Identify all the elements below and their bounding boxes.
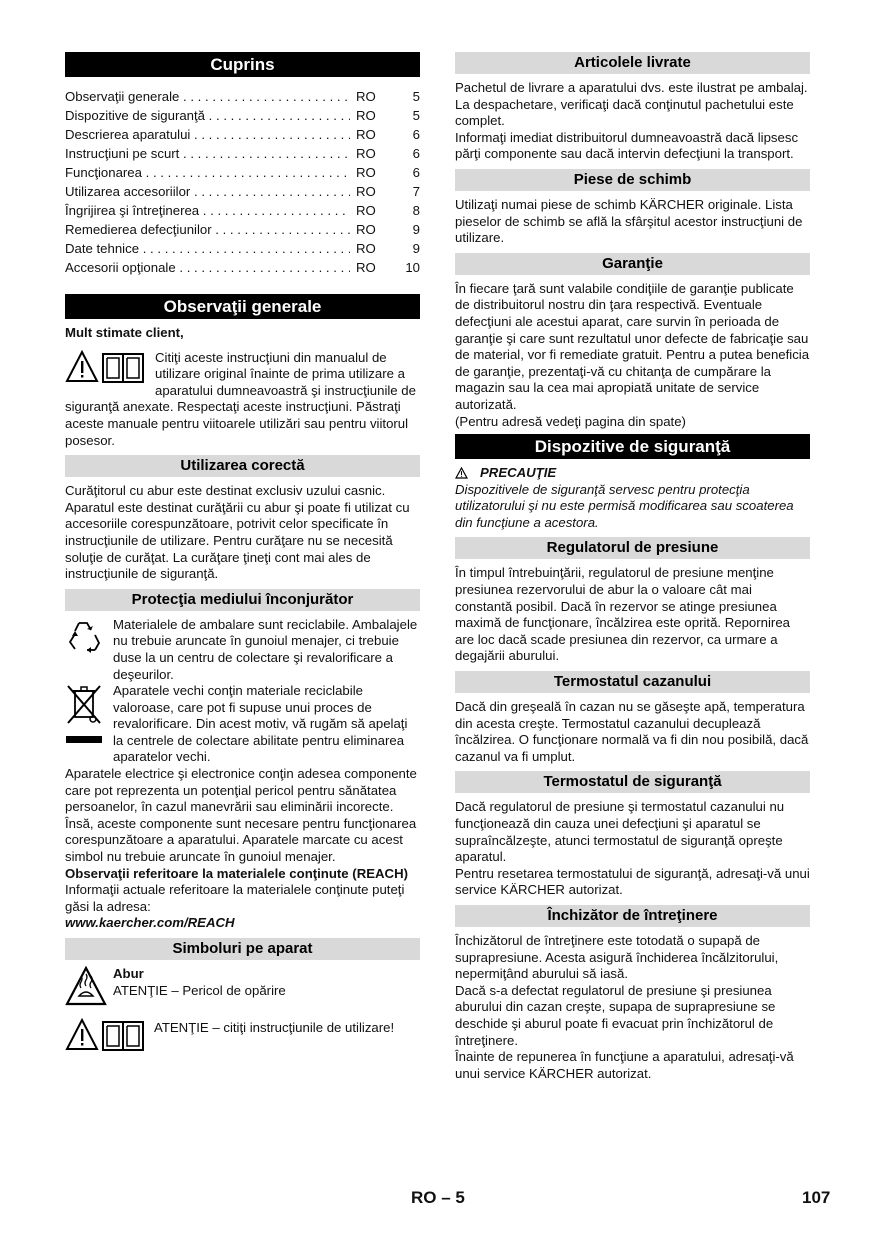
- toc-lang: RO: [356, 260, 376, 275]
- toc-row[interactable]: [65, 144, 420, 163]
- intro-text: Citiţi aceste instrucţiuni din manualul de utilizare original înainte de prima utilizare a aparatului dumneavoastră şi instrucţiunile de siguranţă anexate. Respectaţi aceste instrucţiuni. Păstraţi aceste manuale pentru viitoarele utilizări sau pentru viitorul posesor.: [65, 349, 416, 448]
- cap-heading: Închizător de întreţinere: [455, 905, 810, 927]
- cap-text-1: Închizătorul de întreţinere este totodată o supapă de suprapresiune. Acesta asigură închiderea încălzitorului, nepermiţând aburului să iasă.: [455, 932, 779, 982]
- toc-title: Funcţionarea . . .: [65, 163, 350, 182]
- caution-icon: [455, 467, 468, 479]
- left-column: [65, 52, 420, 1054]
- warranty-heading: Garanţie: [455, 253, 810, 275]
- toc-lang: RO: [356, 222, 376, 237]
- safety-thermostat-text-1: Dacă regulatorul de presiune şi termostatul cazanului nu funcţionează din cauza unei defecţiuni şi aparatul se supraîncălzeşte, atunci termostatul de siguranţă opreşte aparatul.: [455, 799, 785, 865]
- boiler-thermostat-heading: Termostatul cazanului: [455, 671, 810, 693]
- caution-text: Dispozitivele de siguranţă servesc pentru protecţia utilizatorului şi nu este permisă modificarea sau scoaterea din funcţiune a acestora.: [455, 481, 794, 530]
- toc-page: 10: [405, 260, 420, 275]
- hot-steam-warning-icon: [65, 966, 107, 1006]
- safety-heading: Dispozitive de siguranţă: [455, 434, 810, 459]
- toc-lang: RO: [356, 241, 376, 256]
- toc-row[interactable]: [65, 239, 420, 258]
- toc-page: 7: [412, 184, 420, 199]
- toc-page: 9: [412, 222, 420, 237]
- toc-page: 8: [412, 203, 420, 218]
- toc-title: Observaţii generale . . .: [65, 87, 350, 106]
- steam-symbol-block: [65, 966, 420, 1012]
- spare-parts-heading: Piese de schimb: [455, 169, 810, 191]
- reach-heading: Observaţii referitoare la materialele conţinute (REACH): [65, 865, 408, 881]
- toc-title: Date tehnice . . .: [65, 239, 350, 258]
- electronics-text: Aparatele electrice şi electronice conţin adesea componente care pot reprezenta un potenţial pericol pentru sănătatea persoanelor, în cazul manevrării sau eliminării incorecte. Însă, aceste componente sunt necesare pentru funcţionarea corespunzătoare a aparatului. Aparatele marcate cu acest simbol nu trebuie aruncate în gunoiul menajer.: [65, 766, 417, 865]
- crossed-bin-icon: [65, 683, 105, 747]
- weee-block: [65, 683, 420, 766]
- cap-text-2: Dacă s-a defectat regulatorul de presiune şi presiunea aburului din cazan creşte, supapa de suprapresiune se deschide şi aburul poate fi evacuat prin închizătorul de întreţinere.: [455, 982, 776, 1048]
- recycle-text: Materialele de ambalare sunt reciclabile. Ambalajele nu trebuie aruncate în gunoiul menajer, ci trebuie duse la un centru de colectare şi revalorificare a deşeurilor.: [113, 616, 418, 682]
- toc-title: Remedierea defecţiunilor . . .: [65, 220, 350, 239]
- reach-url[interactable]: www.kaercher.com/REACH: [65, 915, 235, 931]
- read-manual-icon: [65, 1018, 149, 1052]
- toc-page: 9: [412, 241, 420, 256]
- safety-thermostat-text-2: Pentru resetarea termostatului de siguranţă, adresaţi-vă unui service KÄRCHER autorizat.: [455, 865, 810, 898]
- toc-lang: RO: [356, 89, 376, 104]
- toc-lang: RO: [356, 108, 376, 123]
- toc-row[interactable]: [65, 201, 420, 220]
- spare-parts-text: Utilizaţi numai piese de schimb KÄRCHER originale. Lista pieselor de schimb se află la sfârşitul acestor instrucţiuni de utilizare.: [455, 196, 803, 246]
- reach-text: Informaţii actuale referitoare la materialele conţinute puteţi găsi la adresa:: [65, 882, 405, 914]
- toc-title: Îngrijirea şi întreţinerea . . .: [65, 201, 350, 220]
- symbols-heading: Simboluri pe aparat: [65, 938, 420, 960]
- right-column: [455, 52, 810, 1082]
- safety-thermostat-heading: Termostatul de siguranţă: [455, 771, 810, 793]
- toc-row[interactable]: [65, 125, 420, 144]
- recycle-icon: [65, 617, 105, 657]
- caution-label: PRECAUŢIE: [480, 465, 557, 481]
- boiler-thermostat-text: Dacă din greşeală în cazan nu se găseşte apă, temperatura din acesta creşte. Termostatul cazanului decuplează încălzirea. O funcţionare normală va fi din nou posibilă, dacă cazanul va fi umplut.: [455, 699, 809, 764]
- toc-page: 6: [412, 165, 420, 180]
- footer-section: RO – 5: [411, 1188, 465, 1207]
- delivered-text-1: Pachetul de livrare a aparatului dvs. este ilustrat pe ambalaj. La despachetare, verificaţi dacă conţinutul pachetului este complet.: [455, 80, 808, 129]
- environment-heading: Protecţia mediului înconjurător: [65, 589, 420, 611]
- toc-row[interactable]: [65, 258, 420, 277]
- toc-heading: Cuprins: [65, 52, 420, 77]
- toc-lang: RO: [356, 184, 376, 199]
- steam-text: ATENŢIE – Pericol de opărire: [113, 982, 286, 998]
- toc-title: Descrierea aparatului . . .: [65, 125, 350, 144]
- weee-text: Aparatele vechi conţin materiale reciclabile valoroase, care pot fi supuse unui proces de revalorificare. Din acest motiv, vă rugăm să apelaţi la centrele de colectare abilitate pentru eliminarea aparatelor vechi.: [113, 683, 408, 765]
- toc-page: 6: [412, 127, 420, 142]
- toc-page: 6: [412, 146, 420, 161]
- warning-manual-icon: [65, 350, 149, 384]
- toc-title: Instrucţiuni pe scurt . . .: [65, 144, 350, 163]
- toc-row[interactable]: [65, 182, 420, 201]
- toc-lang: RO: [356, 127, 376, 142]
- delivered-heading: Articolele livrate: [455, 52, 810, 74]
- toc-title: Utilizarea accesoriilor . . .: [65, 182, 350, 201]
- warranty-address-note: (Pentru adresă vedeţi pagina din spate): [455, 413, 686, 429]
- steam-label: Abur: [113, 966, 144, 981]
- toc-row[interactable]: [65, 163, 420, 182]
- correct-use-heading: Utilizarea corectă: [65, 455, 420, 477]
- toc-lang: RO: [356, 146, 376, 161]
- toc-row[interactable]: [65, 106, 420, 125]
- caution-line: [455, 465, 810, 482]
- general-heading: Observaţii generale: [65, 294, 420, 319]
- toc-lang: RO: [356, 203, 376, 218]
- greeting: Mult stimate client,: [65, 325, 184, 340]
- correct-use-text: Curăţitorul cu abur este destinat exclusiv uzului casnic. Aparatul este destinat curăţării cu abur şi poate fi utilizat cu accesoriile corespunzătoare, potrivit celor specificate în instrucţiunile de utilizare. Pentru curăţare nu se necesită soluţie de curăţat. La curăţare ţineţi cont mai ales de instrucţiunile de siguranţă.: [65, 483, 410, 582]
- warranty-text: În fiecare ţară sunt valabile condiţiile de garanţie publicate de distribuitorul nostru din ţara respectivă. Eventuale defecţiuni ale acestui aparat, care survin în perioada de garanţie şi care sunt rezultatul unor defecte de fabricaţie sau de material, vor fi remediate gratuit. Pentru a putea beneficia de garanţie, prezentaţi-vă cu chitanţa de cumpărare la magazin sau la cea mai apropiată unitate de service autorizată.: [455, 280, 810, 412]
- toc-page: 5: [412, 108, 420, 123]
- toc-row[interactable]: [65, 87, 420, 106]
- delivered-text-2: Informaţi imediat distribuitorul dumneavoastră dacă lipsesc părţi componente sau dacă intervin defecţiuni la transport.: [455, 129, 799, 162]
- cap-text-3: Înainte de repunerea în funcţiune a aparatului, adresaţi-vă unui service KÄRCHER autorizat.: [455, 1049, 794, 1081]
- toc-title: Accesorii opţionale . . .: [65, 258, 350, 277]
- toc-row[interactable]: [65, 220, 420, 239]
- pressure-regulator-heading: Regulatorul de presiune: [455, 537, 810, 559]
- pressure-regulator-text: În timpul întrebuinţării, regulatorul de presiune menţine presiunea rezervorului de abur la o valoare cât mai constantă posibil. Dacă în rezervor se atinge presiunea maximă de funcţionare, încălzirea este oprită. Repornirea are loc dacă scade presiunea din rezervor, ca urmare a degajării aburului.: [455, 565, 790, 664]
- toc-lang: RO: [356, 165, 376, 180]
- table-of-contents: [65, 87, 420, 277]
- toc-page: 5: [412, 89, 420, 104]
- footer-page-number: 107: [802, 1188, 831, 1207]
- recycle-block: [65, 617, 420, 683]
- toc-title: Dispozitive de siguranţă . . .: [65, 106, 350, 125]
- manual-text: ATENŢIE – citiţi instrucţiunile de utilizare!: [154, 1020, 395, 1035]
- intro-block: [65, 350, 420, 450]
- manual-symbol-block: [65, 1018, 420, 1054]
